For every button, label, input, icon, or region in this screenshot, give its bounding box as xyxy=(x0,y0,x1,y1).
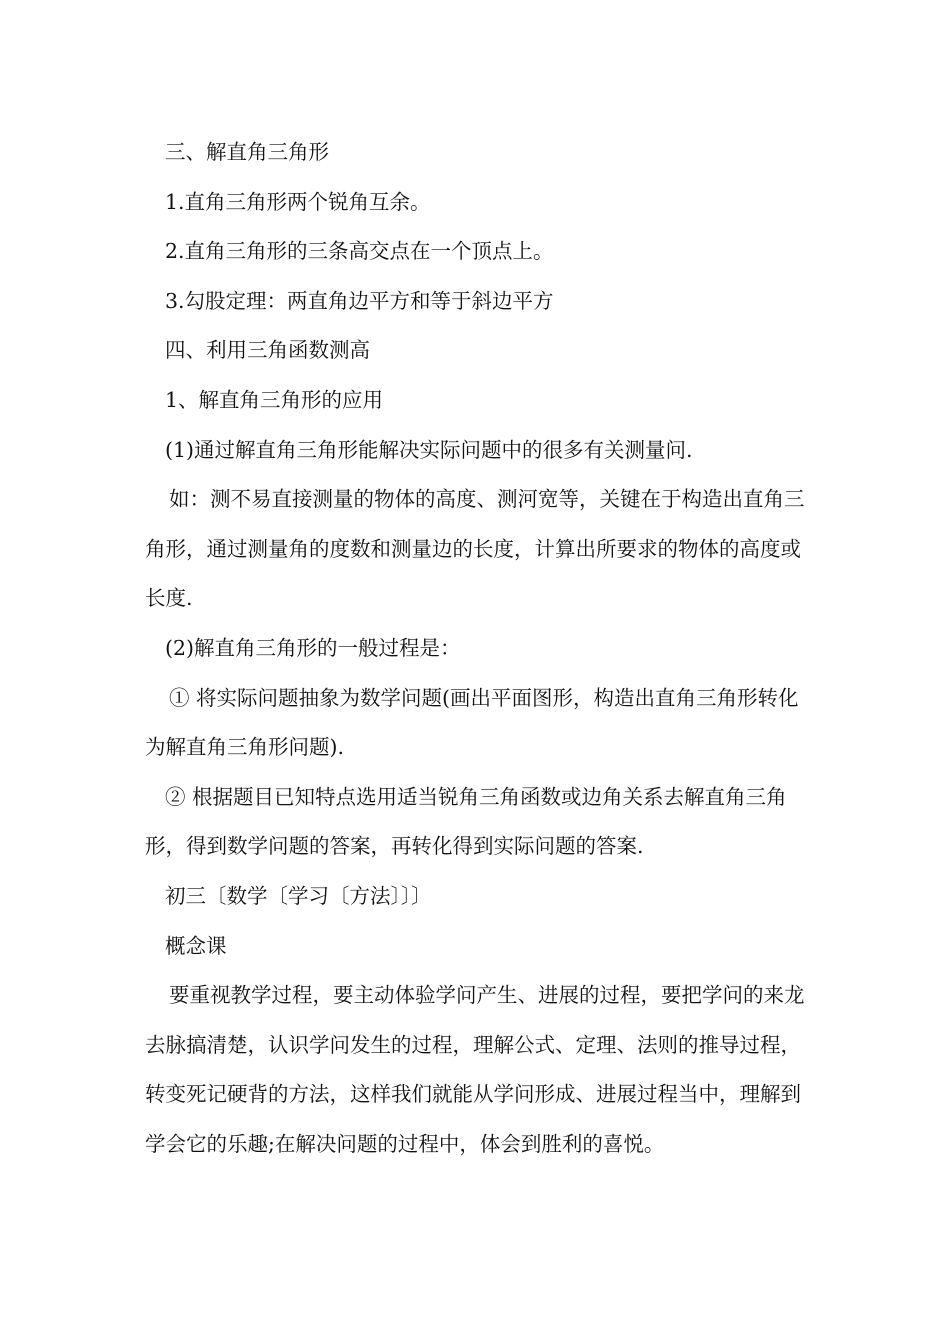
step-two: ② 根据题目已知特点选用适当锐角三角函数或边角关系去解直角三角形，得到数学问题的答案，再转化得到实际问题的答案. xyxy=(145,784,787,859)
list-item-pythagorean: 3.勾股定理：两直角边平方和等于斜边平方 xyxy=(165,288,554,313)
list-item-acute-angles: 1.直角三角形两个锐角互余。 xyxy=(165,189,431,214)
heading-solve-right-triangle: 三、解直角三角形 xyxy=(165,140,329,164)
paragraph-measurement-problems: (1)通过解直角三角形能解决实际问题中的很多有关测量问. xyxy=(165,437,693,462)
subheading-application: 1、解直角三角形的应用 xyxy=(165,387,384,412)
heading-study-methods: 初三〔数学〔学习〔方法〕〕〕 xyxy=(165,883,432,908)
step-one: ① 将实际问题抽象为数学问题(画出平面图形，构造出直角三角形转化为解直角三角形问题). xyxy=(145,685,799,760)
paragraph-general-process: (2)解直角三角形的一般过程是： xyxy=(165,635,461,660)
paragraph-example: 如：测不易直接测量的物体的高度、测河宽等，关键在于构造出直角三角形，通过测量角的度数和测量边的长度，计算出所要求的物体的高度或长度. xyxy=(145,487,805,611)
heading-concept-class: 概念课 xyxy=(165,933,227,958)
paragraph-concept-class: 要重视教学过程，要主动体验学问产生、进展的过程，要把学问的来龙去脉搞清楚，认识学问发生的过程，理解公式、定理、法则的推导过程，转变死记硬背的方法，这样我们就能从学问形成、进展过程当中，理解到学会它的乐趣;在解决问题的过程中，体会到胜利的喜悦。 xyxy=(145,983,805,1156)
heading-trig-height: 四、利用三角函数测高 xyxy=(165,338,370,363)
document-body xyxy=(145,128,810,1169)
list-item-altitudes: 2.直角三角形的三条高交点在一个顶点上。 xyxy=(165,239,554,264)
